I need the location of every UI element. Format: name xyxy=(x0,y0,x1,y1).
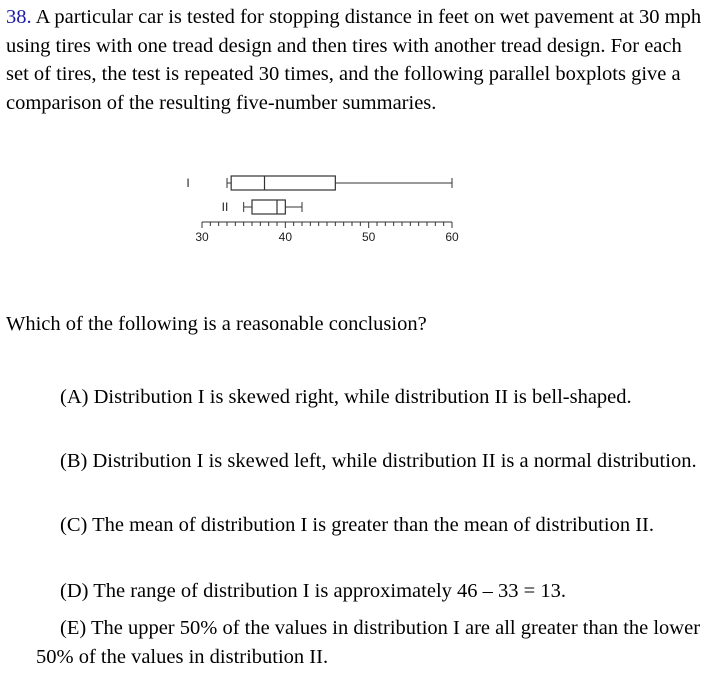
tick-label: 60 xyxy=(445,230,459,244)
choice-e xyxy=(36,614,708,671)
choice-d xyxy=(36,577,708,606)
choice-label: (A) xyxy=(60,386,89,408)
choice-label: (B) xyxy=(60,450,88,472)
choice-text: Distribution I is skewed right, while distribution II is bell-shaped. xyxy=(88,386,632,408)
tick-label: 40 xyxy=(278,230,293,244)
choice-a xyxy=(36,383,708,412)
tick-label: 30 xyxy=(195,230,209,244)
series-label: I xyxy=(186,176,190,190)
question-prompt: Which of the following is a reasonable conclusion? xyxy=(6,313,427,335)
choice-text: Distribution I is skewed left, while distribution II is a normal distribution. xyxy=(87,450,697,472)
choice-text: The range of distribution I is approximately 46 – 33 = 13. xyxy=(88,580,566,602)
choice-label: (D) xyxy=(60,580,89,602)
choice-label: (C) xyxy=(60,514,88,536)
choice-text: The mean of distribution I is greater than the mean of distribution II. xyxy=(87,514,654,536)
plot-area xyxy=(186,176,459,244)
series-label: II xyxy=(221,200,229,214)
choice-text: The upper 50% of the values in distribution I are all greater than the lower 50% of the values in distribution II. xyxy=(36,617,701,668)
tick-label: 50 xyxy=(361,230,376,244)
iqr-box xyxy=(231,176,335,190)
question-body: A particular car is tested for stopping distance in feet on wet pavement at 30 mph using tires with one tread design and then tires with another tread design. For each set of tires, the test is repeated 30 times, and the following parallel boxplots give a comparison of the resulting five-number summaries. xyxy=(6,6,702,114)
question-text xyxy=(6,3,706,117)
question-number: 38. xyxy=(6,6,32,28)
choice-label: (E) xyxy=(60,617,87,639)
choice-c xyxy=(36,511,708,540)
boxplot-chart xyxy=(170,165,480,250)
choice-b xyxy=(36,447,708,476)
iqr-box xyxy=(252,200,285,214)
